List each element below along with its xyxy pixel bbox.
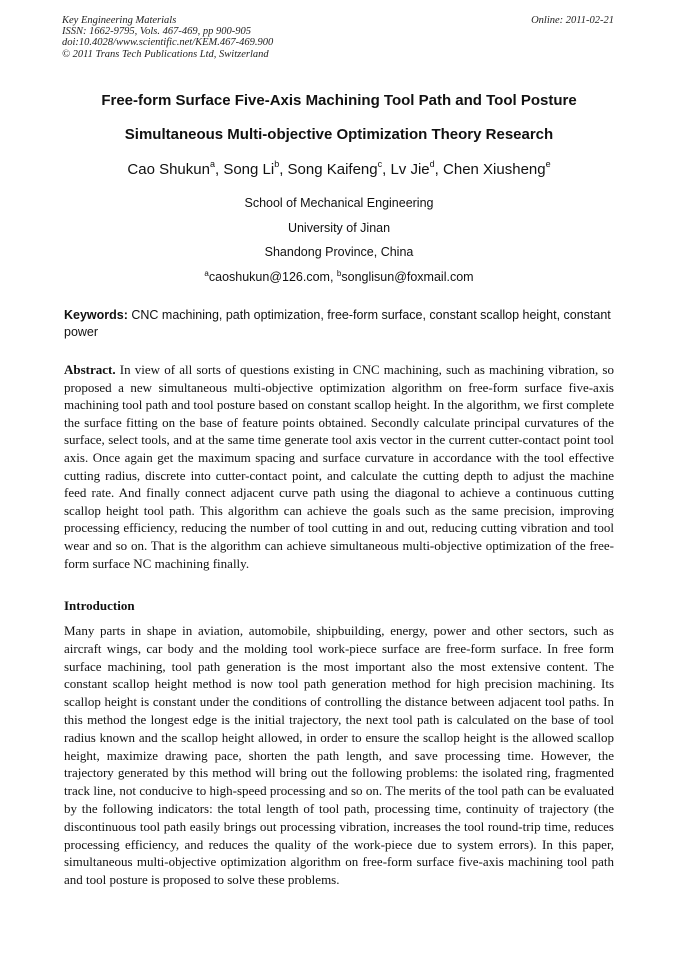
author: Song Li$^b$,	[223, 159, 288, 178]
abstract-text: In view of all sorts of questions existing in CNC machining, such as machining vibration, so proposed a new simultaneous multi-objective optimization algorithm on free-form surface five-axis machining tool path and tool posture based on constant scallop height. In the algorithm, we first complete the surface fitting on the base of feature points obtained. Secondly calculate principal curvatures of the surface, select tools, and at the same time generate tool axis vector in the current cutter-contact point tool axis. Once again get the maximum spacing and surface curvature in accordance with the tool effective cutting radius, discrete into cutter-contact point, and calculate the cutting depth to adjust the machine feed rate. And finally connect adjacent curve path using the diagonal to achieve a continuous cutting scallop height tool path. This algorithm can achieve the goals such as the same precision, improving processing efficiency, reducing the number of tool cutting in and out, reducing cutting vibration and tool wear and so on. That is the algorithm can achieve simultaneous multi-objective optimization of the free-form surface NC machining finally.	[64, 362, 614, 571]
author: Song Kaifeng$^c$,	[287, 159, 391, 178]
author: Chen Xiusheng$^e$	[443, 159, 551, 178]
author: Cao Shukun$^a$,	[127, 159, 224, 178]
keywords-paragraph	[64, 307, 614, 341]
section-heading-introduction: Introduction	[64, 598, 135, 613]
paper-title-line-2: Simultaneous Multi-objective Optimization Theory Research	[124, 126, 554, 143]
affiliation-university: University of Jinan	[287, 221, 391, 235]
online-date: Online: 2011-02-21	[531, 15, 614, 26]
copyright-line: © 2011 Trans Tech Publications Ltd, Switzerland	[62, 48, 269, 60]
keywords-text: CNC machining, path optimization, free-form surface, constant scallop height, constant power	[64, 308, 611, 339]
paper-title-line-1: Free-form Surface Five-Axis Machining Tool Path and Tool Posture	[101, 92, 577, 109]
author-emails: $^a$caoshukun@126.com, $^b$songlisun@foxmail.com	[204, 269, 474, 284]
abstract-paragraph	[64, 361, 614, 572]
introduction-paragraph: Many parts in shape in aviation, automobile, shipbuilding, energy, power and other sectors, such as aircraft wings, car body and the molding tool work-piece surface are free-form surface. In free form surface machining, tool path generation is the most important also the most extensive content. The constant scallop height method is now tool path generation method for high precision machining. Its scallop height is constant under the conditions of controlling the distance between adjacent tool paths. In this method the longest edge is the initial trajectory, the next tool path is calculated on the base of tool radius known and the scallop height allowed, in order to ensure the scallop height is the allowed scallop height, maximize drawing pace, shorten the path length, and save processing time. However, the trajectory generated by this method will bring out the following problems: the isolated ring, fragmented track line, not conducive to high-speed processing and so on. The merits of the tool path can be evaluated by the following indicators: the total length of tool path, processing time, continuity of trajectory (the discontinuous tool path easily brings out processing vibration, increases the tool round-trip time, reduces processing efficiency, and reduces the quality of the work-piece due to system errors). In this paper, simultaneous multi-objective optimization algorithm on free-form surface five-axis machining tool path and tool posture is proposed to solve these problems.	[64, 623, 614, 888]
keywords-label: Keywords:	[64, 308, 128, 322]
author: Lv Jie$^d$,	[390, 159, 444, 178]
author-list	[40, 159, 638, 178]
doi-line: doi:10.4028/www.scientific.net/KEM.467-469.900	[62, 37, 274, 49]
affiliation-province: Shandong Province, China	[264, 245, 414, 259]
issn-line: ISSN: 1662-9795, Vols. 467-469, pp 900-905	[62, 26, 251, 38]
email-b[interactable]: songlisun@foxmail.com	[341, 270, 474, 284]
journal-name: Key Engineering Materials	[62, 15, 177, 26]
affiliation-school: School of Mechanical Engineering	[244, 196, 434, 210]
email-a[interactable]: caoshukun@126.com,	[208, 270, 337, 284]
abstract-label: Abstract.	[64, 362, 116, 377]
journal-header	[62, 15, 614, 60]
